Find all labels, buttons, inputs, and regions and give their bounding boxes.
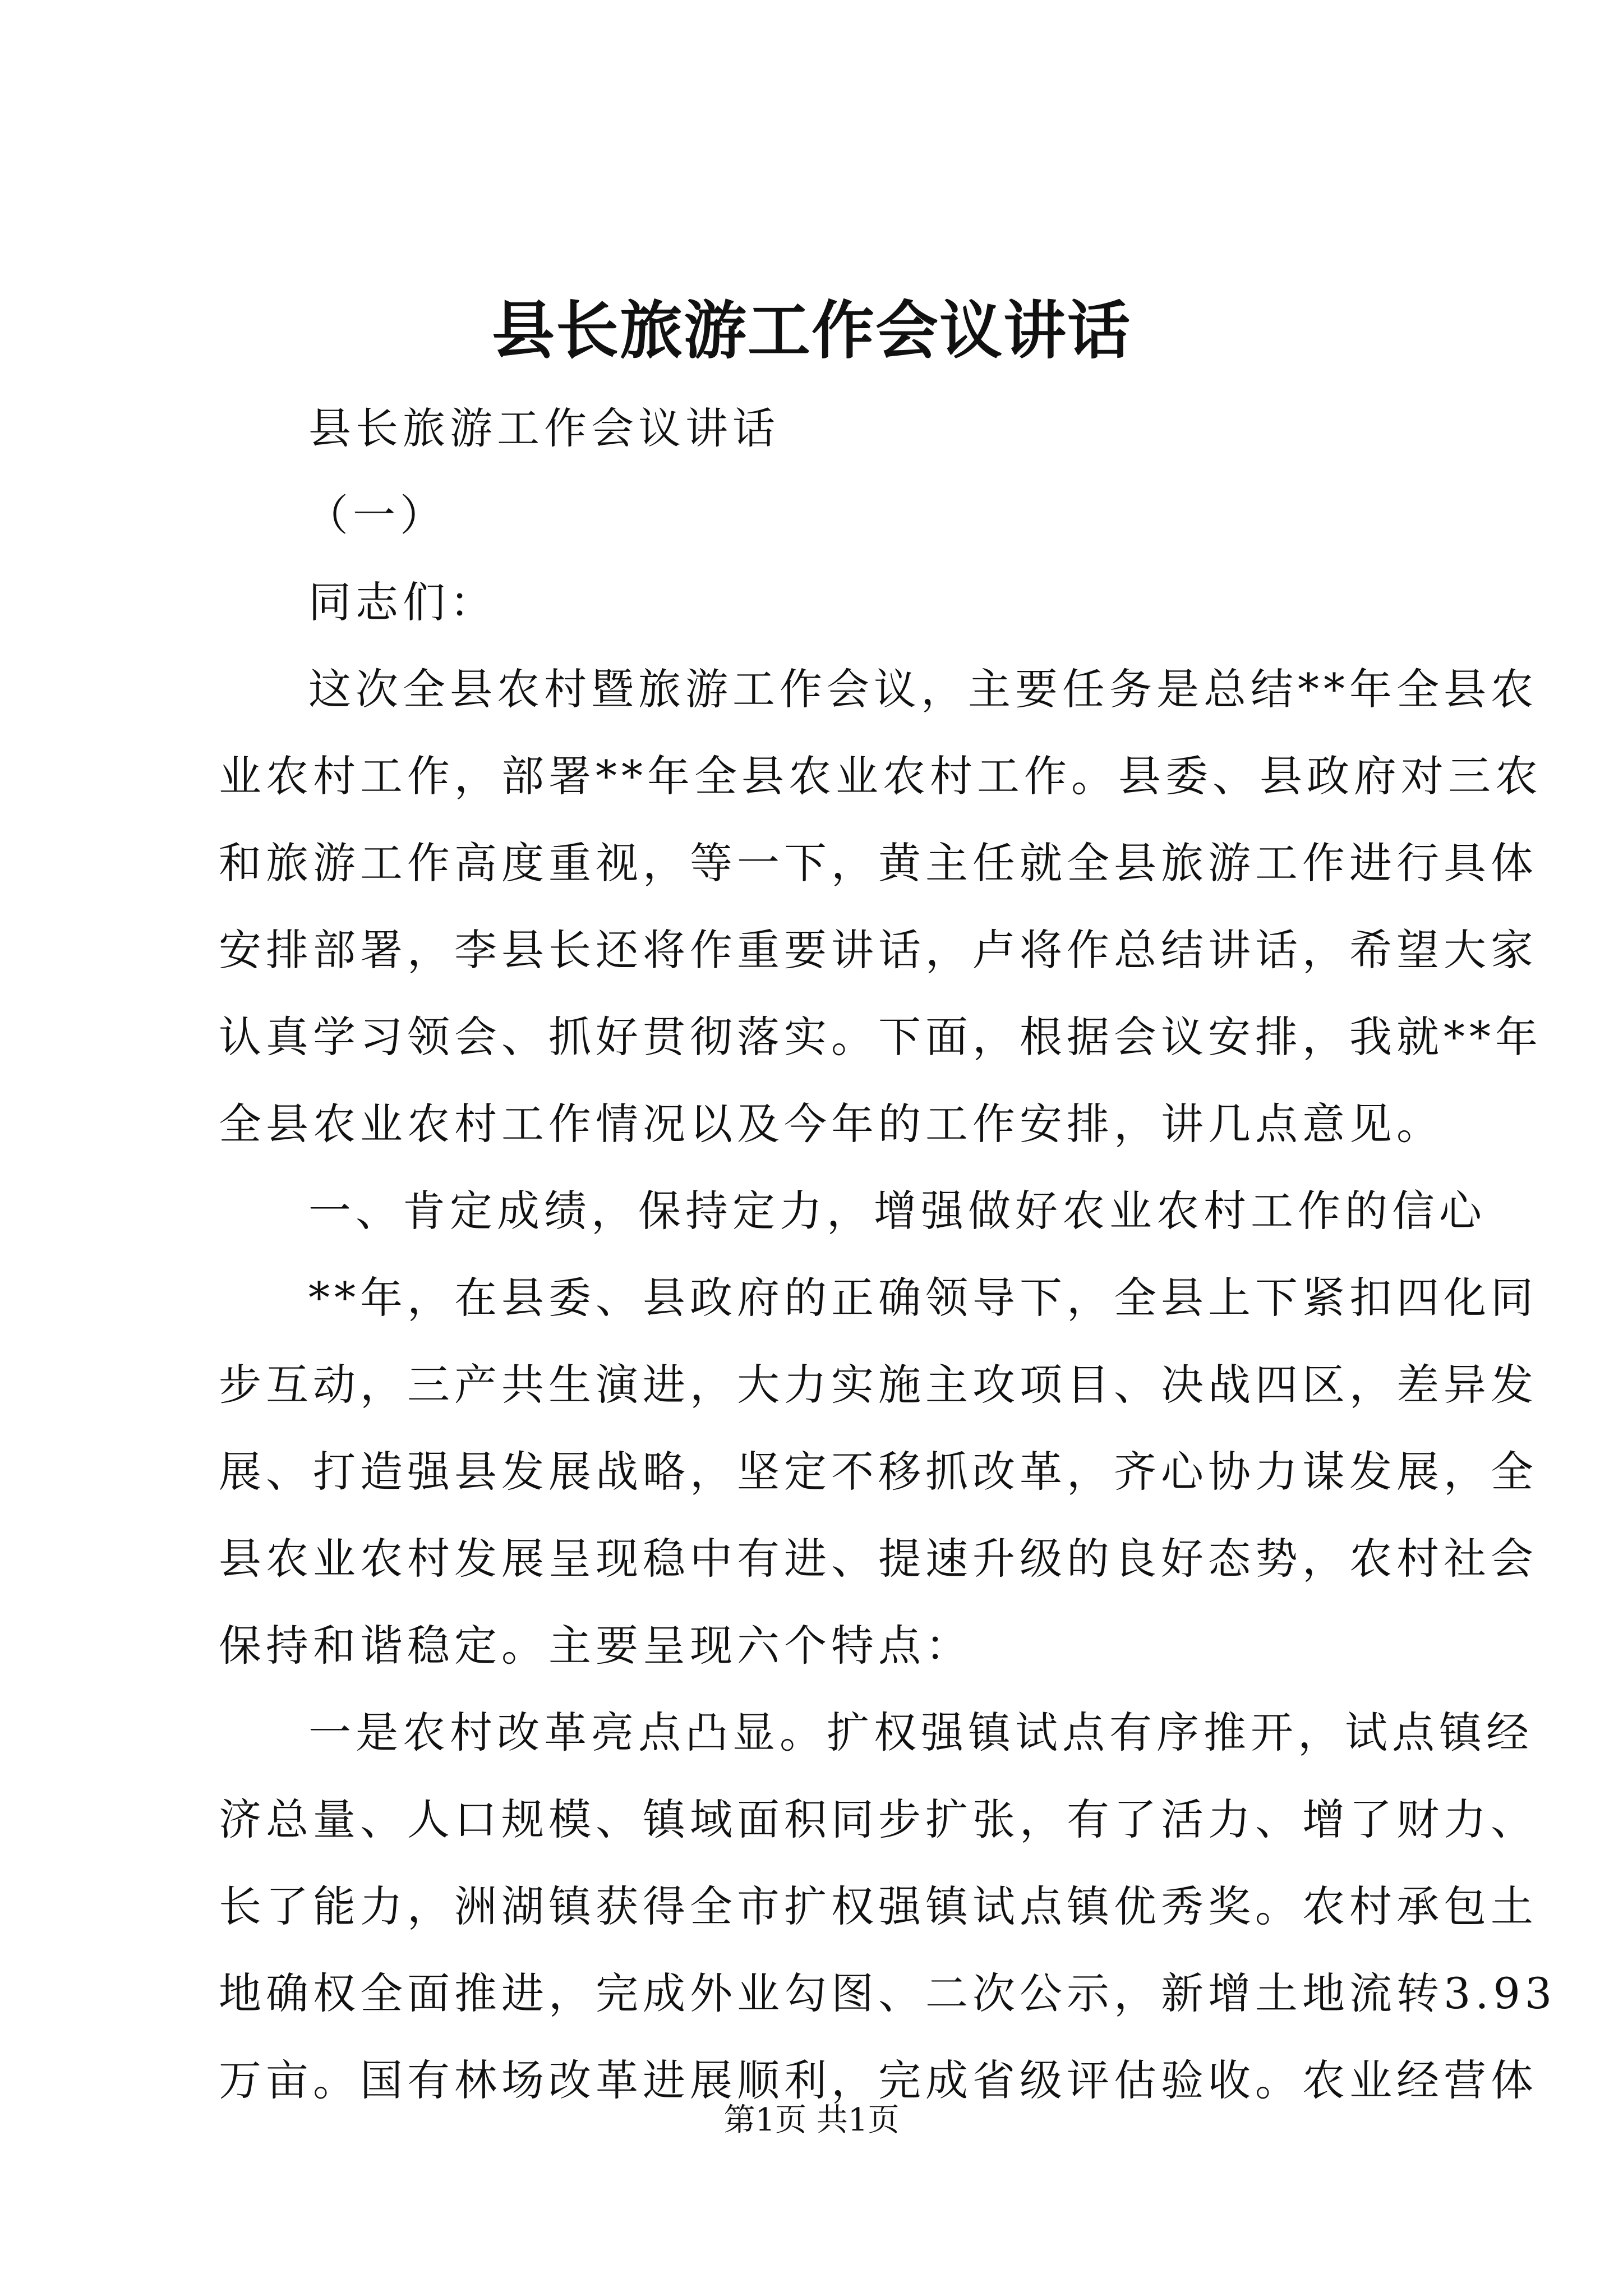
paragraph-line: 保持和谐稳定。主要呈现六个特点： <box>219 1621 972 1671</box>
paragraph-line: 步互动，三产共生演进，大力实施主攻项目、决战四区，差异发 <box>219 1360 1538 1410</box>
paragraph-line: 万亩。国有林场改革进展顺利，完成省级评估验收。农业经营体 <box>219 2055 1538 2105</box>
document-body <box>219 385 1557 2124</box>
page-footer: 第1页 共1页 <box>723 2102 900 2138</box>
paragraph-line: 一是农村改革亮点凸显。扩权强镇试点有序推开，试点镇经 <box>308 1708 1533 1757</box>
paragraph-line: 这次全县农村暨旅游工作会议，主要任务是总结**年全县农 <box>308 664 1538 714</box>
paragraph-line: 县农业农村发展呈现稳中有进、提速升级的良好态势，农村社会 <box>219 1534 1538 1584</box>
paragraph-line: 济总量、人口规模、镇域面积同步扩张，有了活力、增了财力、 <box>219 1795 1538 1844</box>
section-heading-line: 一、肯定成绩，保持定力，增强做好农业农村工作的信心 <box>308 1186 1486 1236</box>
paragraph-line: 和旅游工作高度重视，等一下，黄主任就全县旅游工作进行具体 <box>219 838 1538 888</box>
section-number-line: （一） <box>306 490 447 540</box>
document-title: 县长旅游工作会议讲话 <box>492 294 1131 367</box>
subtitle-line: 县长旅游工作会议讲话 <box>308 403 780 453</box>
paragraph-line: 认真学习领会、抓好贯彻落实。下面，根据会议安排，我就**年 <box>219 1012 1542 1062</box>
salutation-line: 同志们： <box>308 577 497 627</box>
paragraph-line: 业农村工作，部署**年全县农业农村工作。县委、县政府对三农 <box>219 751 1542 801</box>
paragraph-line: 长了能力，洲湖镇获得全市扩权强镇试点镇优秀奖。农村承包土 <box>219 1881 1538 1931</box>
paragraph-line: 全县农业农村工作情况以及今年的工作安排，讲几点意见。 <box>219 1099 1444 1149</box>
paragraph-line: 展、打造强县发展战略，坚定不移抓改革，齐心协力谋发展，全 <box>219 1447 1538 1497</box>
paragraph-line: 安排部署，李县长还将作重要讲话，卢将作总结讲话，希望大家 <box>219 925 1538 975</box>
paragraph-line: 地确权全面推进，完成外业勾图、二次公示，新增土地流转3.93 <box>219 1968 1557 2018</box>
paragraph-line: **年，在县委、县政府的正确领导下，全县上下紧扣四化同 <box>308 1273 1538 1323</box>
